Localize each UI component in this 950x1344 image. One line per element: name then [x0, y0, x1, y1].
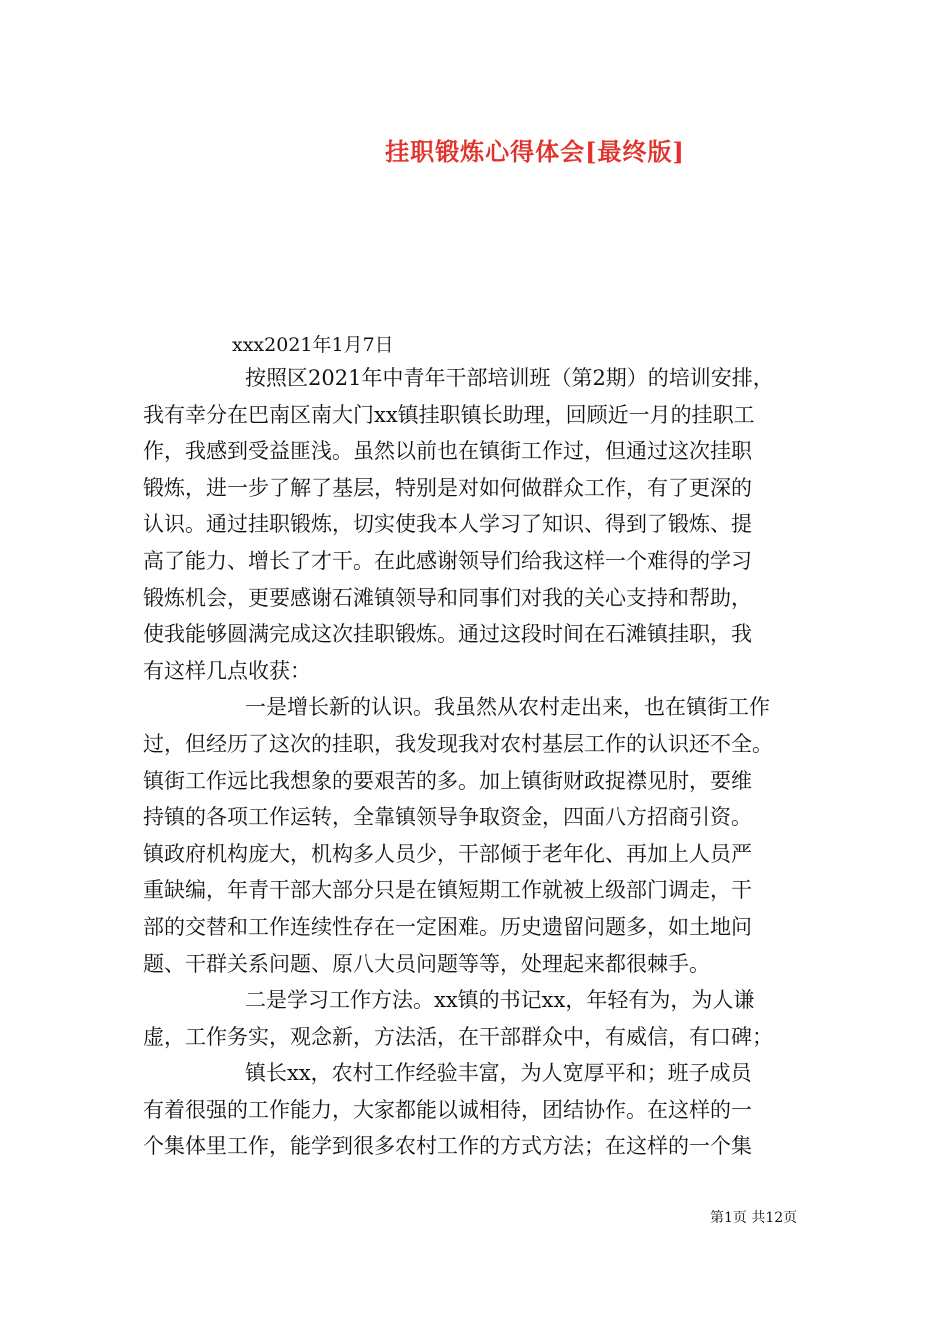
text-line: 使我能够圆满完成这次挂职锻炼。通过这段时间在石滩镇挂职，我 [143, 622, 752, 647]
text-line: 锻炼，进一步了解了基层，特别是对如何做群众工作，有了更深的 [143, 475, 752, 500]
text-line: 镇政府机构庞大，机构多人员少，干部倾于老年化、再加上人员严 [143, 841, 752, 866]
text-line: 认识。通过挂职锻炼，切实使我本人学习了知识、得到了锻炼、提 [143, 512, 752, 537]
text-line: 按照区2021年中青年干部培训班（第2期）的培训安排， [245, 366, 774, 390]
text-line: 锻炼机会，更要感谢石滩镇领导和同事们对我的关心支持和帮助， [143, 585, 752, 610]
text-line: 重缺编，年青干部大部分只是在镇短期工作就被上级部门调走，干 [143, 878, 752, 903]
text-line: 持镇的各项工作运转，全靠镇领导争取资金，四面八方招商引资。 [143, 805, 752, 830]
document-title: 挂职锻炼心得体会[最终版] [385, 137, 685, 166]
text-line: 有这样几点收获： [143, 658, 311, 683]
text-line: 二是学习工作方法。xx镇的书记xx，年轻有为，为人谦 [245, 988, 755, 1013]
text-line: 题、干群关系问题、原八大员问题等等，处理起来都很棘手。 [143, 951, 710, 976]
text-line: 过，但经历了这次的挂职，我发现我对农村基层工作的认识还不全。 [143, 731, 773, 756]
text-line: 个集体里工作，能学到很多农村工作的方式方法；在这样的一个集 [143, 1134, 752, 1159]
text-line: 镇街工作远比我想象的要艰苦的多。加上镇街财政捉襟见肘，要维 [143, 768, 752, 793]
page-footer: 第1页 共12页 [710, 1210, 798, 1226]
text-line: 高了能力、增长了才干。在此感谢领导们给我这样一个难得的学习 [143, 548, 752, 573]
text-line: 作，我感到受益匪浅。虽然以前也在镇街工作过，但通过这次挂职 [143, 439, 752, 464]
text-line: 有着很强的工作能力，大家都能以诚相待，团结协作。在这样的一 [143, 1097, 752, 1122]
text-line: 一是增长新的认识。我虽然从农村走出来，也在镇街工作 [245, 695, 770, 720]
text-line: 部的交替和工作连续性存在一定困难。历史遗留问题多，如土地问 [143, 914, 752, 939]
text-line: 我有幸分在巴南区南大门xx镇挂职镇长助理，回顾近一月的挂职工 [143, 402, 755, 427]
text-line: 虚，工作务实，观念新，方法活，在干部群众中，有威信，有口碑； [143, 1024, 773, 1049]
document-body [143, 360, 811, 1165]
text-line: 镇长xx，农村工作经验丰富，为人宽厚平和；班子成员 [245, 1061, 752, 1086]
date-line: xxx2021年1月7日 [232, 334, 394, 356]
